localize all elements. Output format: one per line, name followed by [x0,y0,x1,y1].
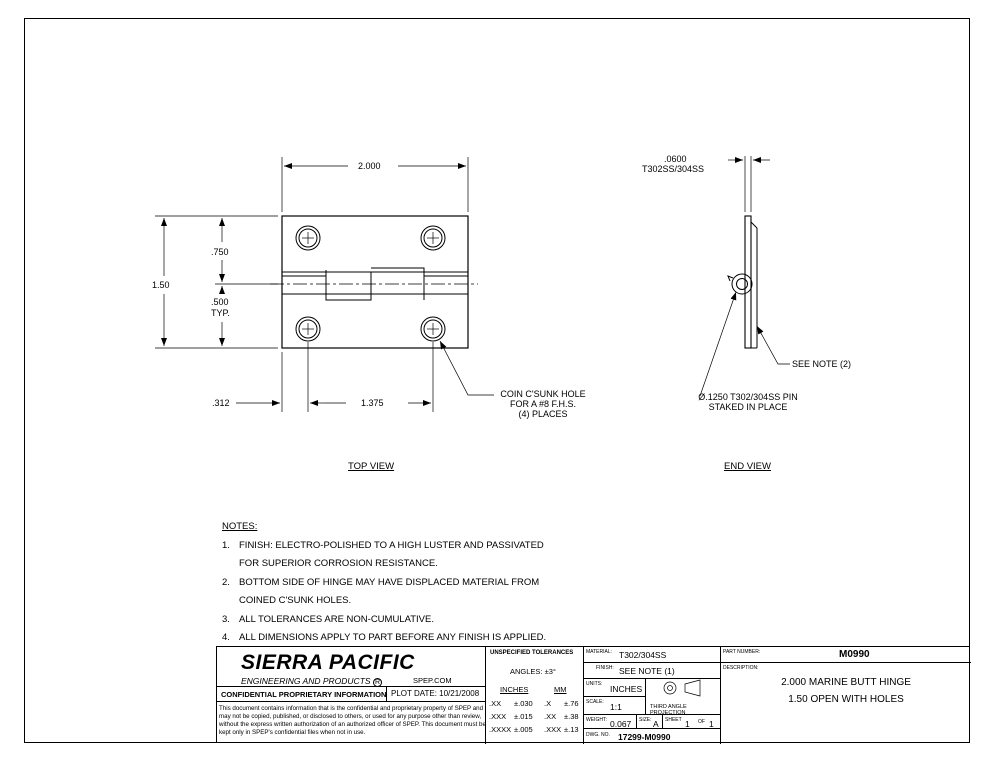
finish-value: SEE NOTE (1) [619,666,675,676]
company-cell [217,647,486,687]
countersunk-hole [296,226,320,250]
note-item-cont: FOR SUPERIOR CORROSION RESISTANCE. [239,558,438,569]
of-label: OF [698,719,705,725]
countersunk-hole [421,317,445,341]
plot-date: PLOT DATE: 10/21/2008 [391,689,480,698]
hinge-end-view [728,216,757,348]
dim-500: .500 [211,297,229,307]
part-number: M0990 [839,649,870,660]
tol-mm-key: .XXX [544,725,562,734]
material-label: MATERIAL: [586,649,613,655]
description-line-1: 2.000 MARINE BUTT HINGE [781,677,911,688]
hinge-top-view [270,216,478,348]
description-line-2: 1.50 OPEN WITH HOLES [788,694,904,705]
tol-mm-val: ±.13 [564,725,579,734]
tolerances-cell [486,647,584,744]
units-label: UNITS: [586,681,603,687]
pin-note: Ø.1250 T302/304SS PIN STAKED IN PLACE [698,392,798,412]
dim-1375: 1.375 [361,398,384,408]
note-item: 1. FINISH: ELECTRO-POLISHED TO A HIGH LUSTER AND PASSIVATED [222,539,544,551]
scale-value: 1:1 [610,702,622,712]
part-label: PART NUMBER: [723,649,761,655]
tol-mm-val: ±.76 [564,699,579,708]
size-value: A [653,719,659,729]
weight-value: 0.067 [610,719,632,729]
tol-mm-key: .X [544,699,552,708]
tol-mm-hdr: MM [554,685,567,694]
dim-312: .312 [212,398,230,408]
dwg-label: DWG. NO. [586,732,610,738]
company-name: SIERRA PACIFIC [241,651,415,674]
tol-mm-val: ±.38 [564,712,579,721]
sheet-label: SHEET [665,717,682,723]
tol-in-val: ±.005 [514,725,533,734]
description-label: DESCRIPTION: [723,665,759,671]
tol-in-val: ±.015 [514,712,533,721]
tol-header: UNSPECIFIED TOLERANCES [490,650,574,656]
size-label: SIZE: [639,717,652,723]
tol-in-key: .XX [489,699,502,708]
top-view-dimensions [155,157,494,412]
note-item-cont: COINED C'SUNK HOLES. [239,595,352,606]
confidential-label: CONFIDENTIAL PROPRIETARY INFORMATION [221,690,387,699]
hole-note: COIN C'SUNK HOLE FOR A #8 F.H.S. (4) PLACES [500,389,586,419]
tol-in-key: .XXX [489,712,507,721]
countersunk-hole [421,226,445,250]
sheet-value: 1 [685,719,690,729]
note-item: 3. ALL TOLERANCES ARE NON-CUMULATIVE. [222,613,434,625]
tol-in-key: .XXXX [489,725,512,734]
note-item: 4. ALL DIMENSIONS APPLY TO PART BEFORE ANY FINISH IS APPLIED. [222,632,547,643]
tol-inches-hdr: INCHES [500,685,529,694]
notes-section [222,518,546,648]
countersunk-hole [296,317,320,341]
material-value: T302/304SS [619,650,667,660]
weight-label: WEIGHT: [586,717,607,723]
dim-thickness-material: T302SS/304SS [642,164,705,174]
dim-750: .750 [211,247,229,257]
notes-header: NOTES: [222,521,258,532]
see-note-2: SEE NOTE (2) [792,359,852,369]
dim-500-typ: TYP. [211,308,230,318]
dim-width: 2.000 [358,161,381,171]
note-item: 2. BOTTOM SIDE OF HINGE MAY HAVE DISPLACED MATERIAL FROM [222,576,540,588]
dwg-value: 17299-M0990 [618,732,671,742]
dim-thickness: .0600 [664,154,687,164]
tol-in-val: ±.030 [514,699,533,708]
scale-label: SCALE: [586,699,604,705]
tol-mm-key: .XX [544,712,557,721]
website: SPEP.COM [413,676,452,685]
end-view-title: END VIEW [724,461,771,472]
confidential-text: This document contains information that is the confidential and proprietary property of SPEP and may not be copied, published, or disclosed to others, or used for any purpose other than review, without the express written authorization of an authorized officer of SPEP. This document must be kept only in SPEP's confidential files when not in use. [219,705,486,736]
tol-angles: ANGLES: ±3° [510,667,556,676]
registered-icon: R [374,679,380,686]
top-view-title: TOP VIEW [348,461,395,472]
projection-label: THIRD ANGLE PROJECTION [650,704,687,716]
title-block [216,646,970,743]
dim-height: 1.50 [152,280,170,290]
company-sub: ENGINEERING AND PRODUCTS R [241,676,380,686]
of-value: 1 [709,719,714,729]
finish-label: FINISH: [596,665,614,671]
units-value: INCHES [610,684,643,694]
